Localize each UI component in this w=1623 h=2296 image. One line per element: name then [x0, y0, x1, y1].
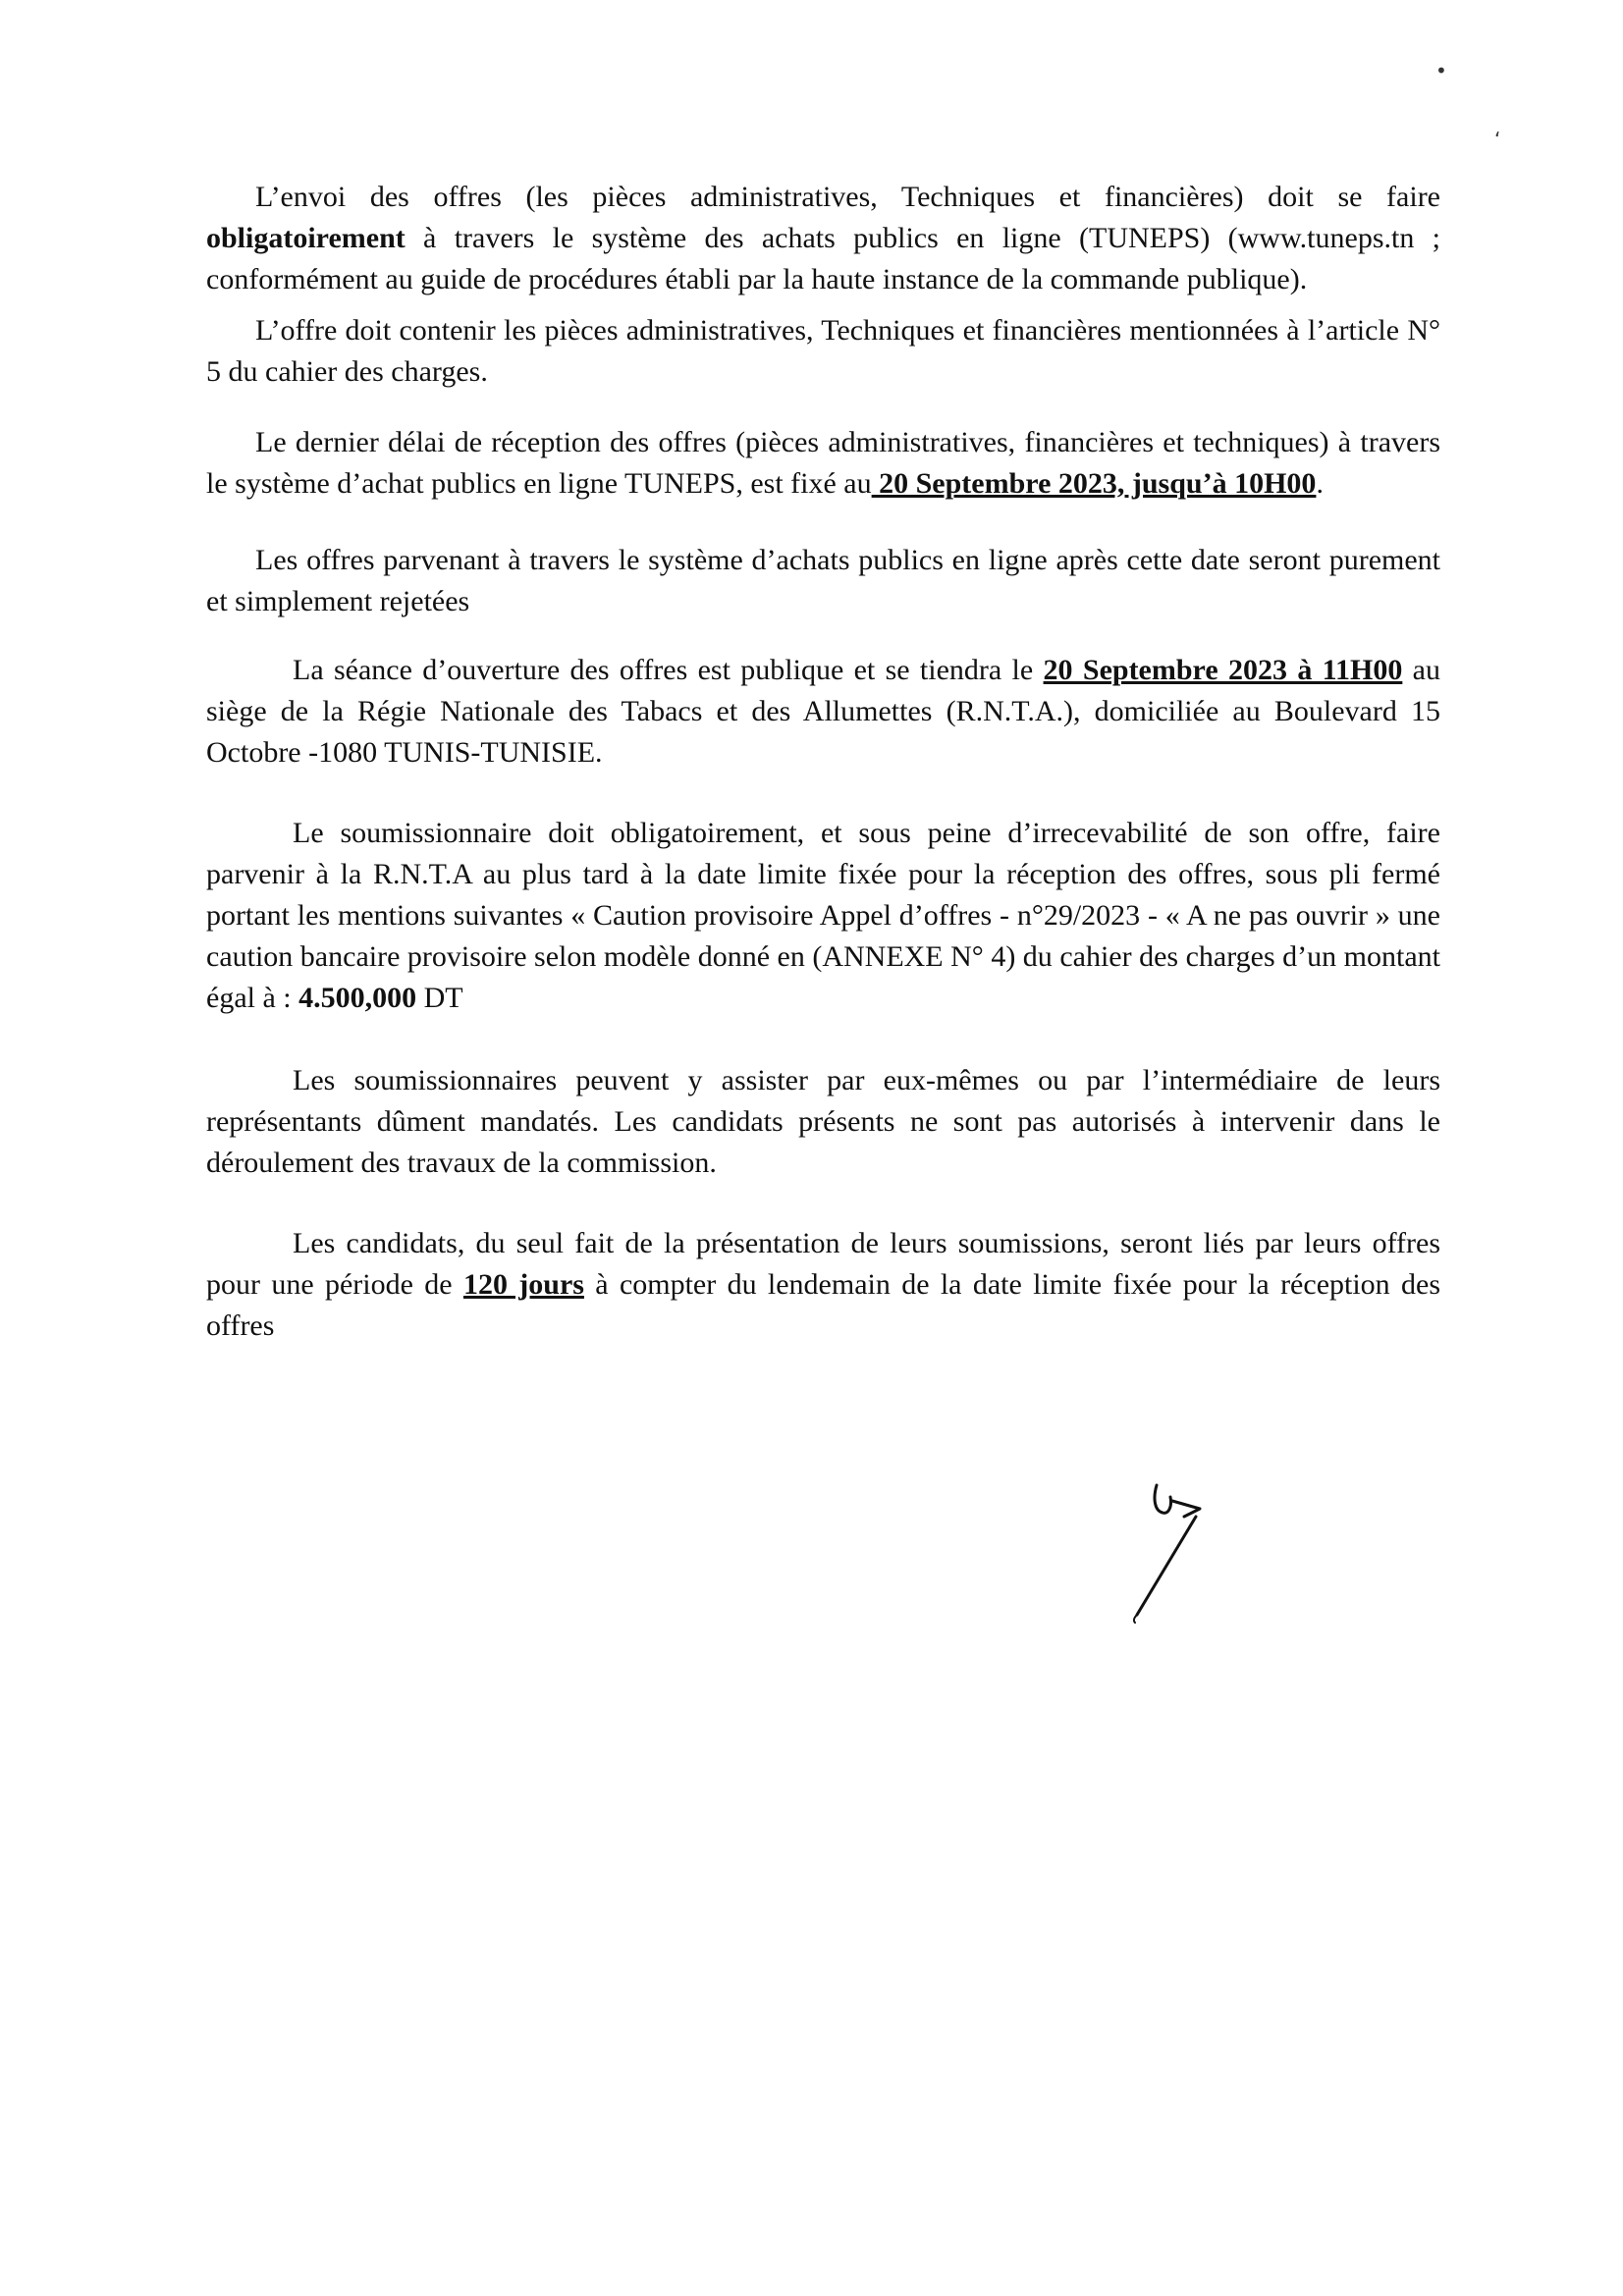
paragraph-text: [206, 650, 1440, 774]
text-segment: La séance d’ouverture des offres est publique et se tiendra le: [293, 654, 1044, 686]
paragraph-late-offers: [206, 540, 1440, 622]
text-segment: Le dernier délai de réception des offres (pièces administratives, financières et techniques) à travers le système d’achat publics en ligne TUNEPS, est fixé au: [206, 426, 1440, 500]
validity-days: 120 jours: [462, 1268, 584, 1301]
text-segment: à travers le système des achats publics en ligne (TUNEPS) (www.tuneps.tn ; conformément au guide de procédures établi par la haute instance de la commande publique).: [206, 222, 1440, 295]
paragraph-deadline: [206, 422, 1440, 505]
text-segment: L’envoi des offres (les pièces administratives, Techniques et financières) doit se faire: [255, 181, 1440, 213]
opening-date: 20 Septembre 2023 à 11H00: [1043, 654, 1403, 686]
paragraph-provisional-guarantee: [206, 813, 1440, 1019]
deadline-date: 20 Septembre 2023, jusqu’à 10H00: [871, 467, 1317, 500]
text-segment-bold: obligatoirement: [206, 222, 406, 254]
paragraph-text: [206, 540, 1440, 622]
paragraph-text: [206, 813, 1440, 1019]
paragraph-validity-period: [206, 1223, 1440, 1347]
guarantee-amount: 4.500,000: [298, 982, 417, 1014]
paragraph-offer-contents: [206, 310, 1440, 393]
text-segment: Les candidats, du seul fait de la présentation de leurs soumissions, seront liés par leurs offres pour une période de: [206, 1227, 1440, 1301]
text-segment: au siège de la Régie Nationale des Tabacs et des Allumettes (R.N.T.A.), domiciliée au Boulevard 15 Octobre -1080 TUNIS-TUNISIE.: [206, 654, 1440, 769]
paragraph-attendance: [206, 1060, 1440, 1184]
text-segment: .: [1316, 467, 1324, 500]
text-segment: Les soumissionnaires peuvent y assister par eux-mêmes ou par l’intermédiaire de leurs représentants dûment mandatés. Les candidats présents ne sont pas autorisés à intervenir dans le déroulement des travaux de la commission.: [206, 1064, 1440, 1179]
handwritten-signature-icon: [1109, 1477, 1237, 1625]
paragraph-text: [206, 177, 1440, 300]
text-segment: Le soumissionnaire doit obligatoirement, et sous peine d’irrecevabilité de son offre, faire parvenir à la R.N.T.A au plus tard à la date limite fixée pour la réception des offres, sous pli fermé portant les mentions suivantes « Caution provisoire Appel d’offres - n°29/2023 - « A ne pas ouvrir » une caution bancaire provisoire selon modèle donné en (ANNEXE N° 4) du cahier des charges d’un montant égal à :: [206, 817, 1440, 1014]
paragraph-opening-session: [206, 650, 1440, 774]
paragraph-text: [206, 422, 1440, 505]
text-segment: Les offres parvenant à travers le système d’achats publics en ligne après cette date seront purement et simplement rejetées: [206, 544, 1440, 617]
scan-speck-mark: •: [1435, 59, 1447, 82]
paragraph-text: [206, 1060, 1440, 1184]
text-segment: L’offre doit contenir les pièces administratives, Techniques et financières mentionnées à l’article N° 5 du cahier des charges.: [206, 314, 1440, 388]
text-segment: DT: [416, 982, 463, 1014]
paragraph-submission-method: [206, 177, 1440, 300]
text-segment: à compter du lendemain de la date limite fixée pour la réception des offres: [206, 1268, 1441, 1342]
paragraph-text: [206, 310, 1440, 393]
scan-speck-mark: ‘: [1494, 128, 1501, 151]
paragraph-text: [206, 1223, 1440, 1347]
